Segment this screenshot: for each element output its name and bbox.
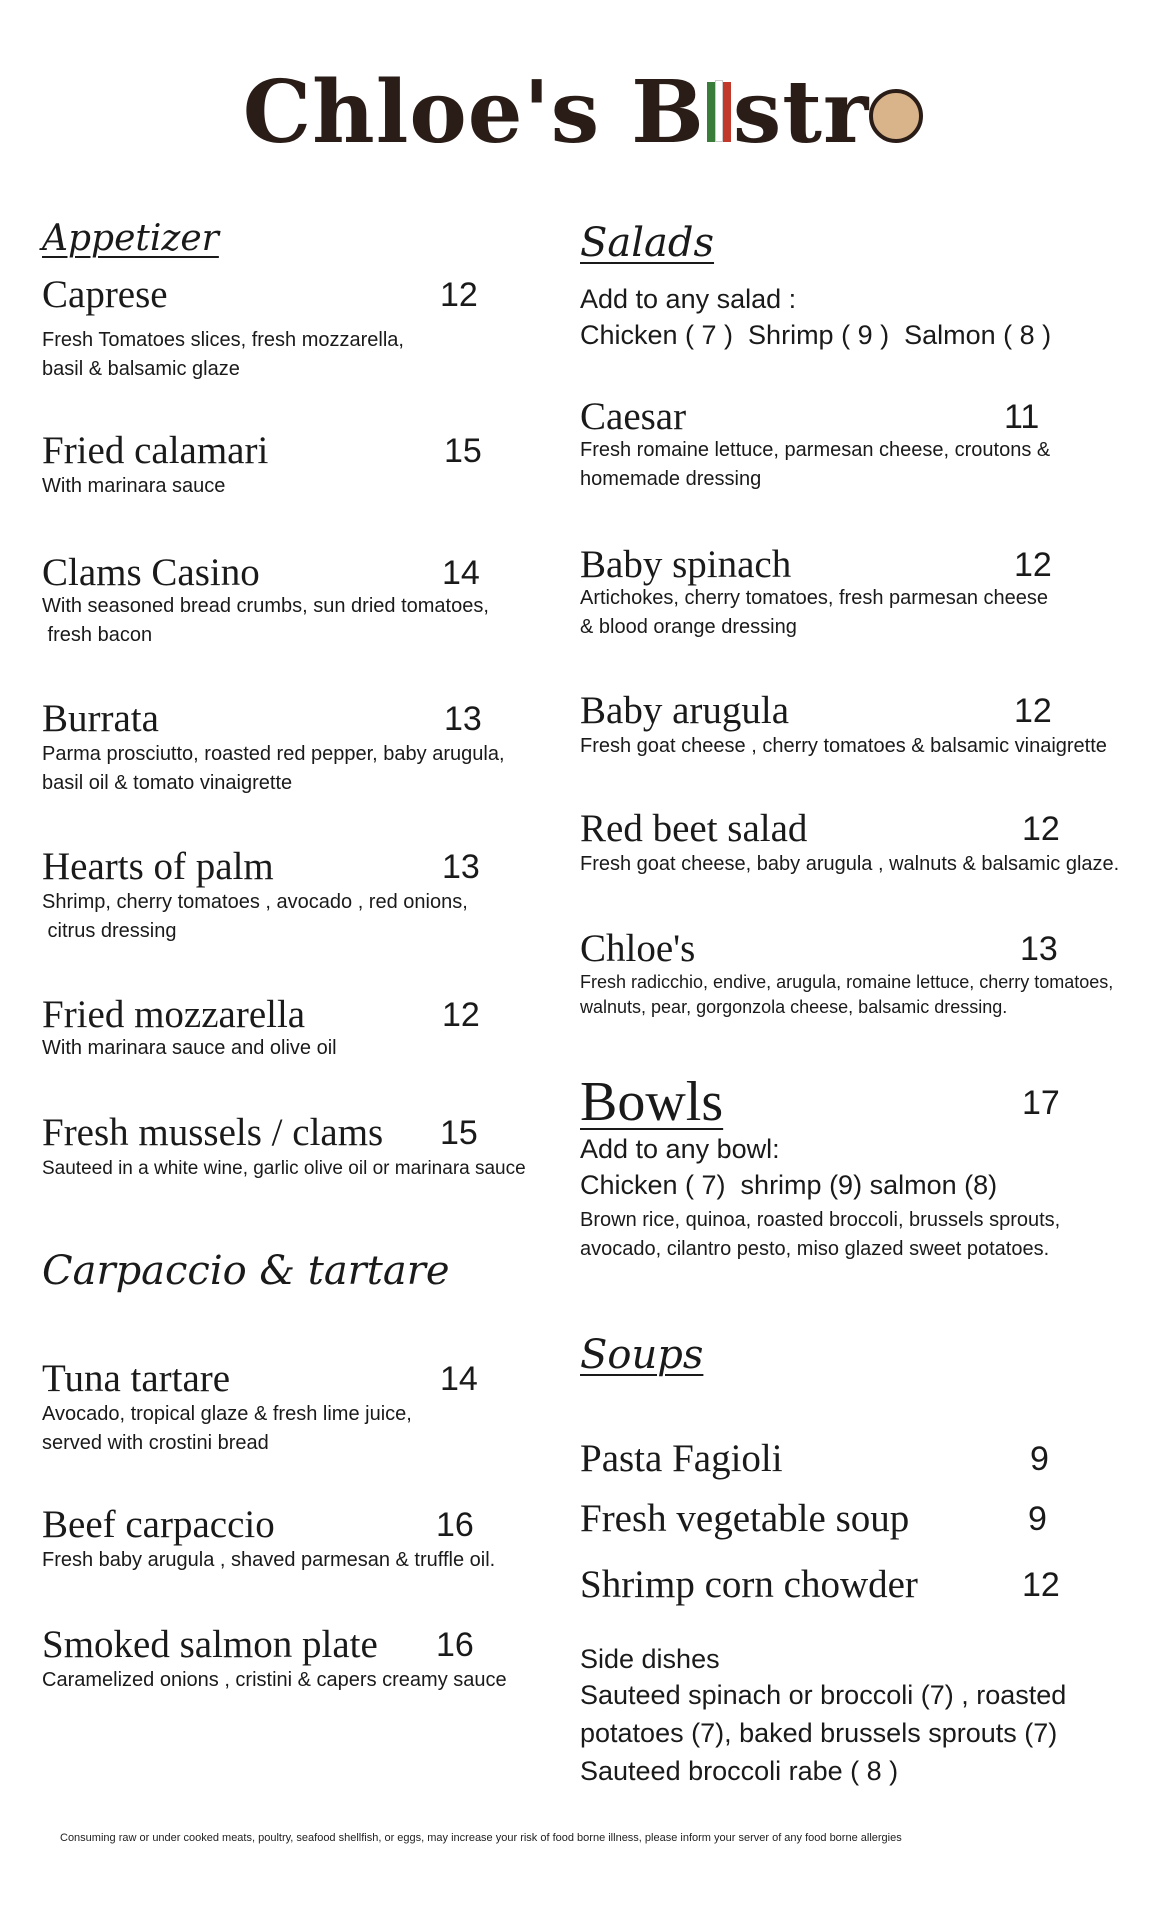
salad-addon-heading: Add to any salad : bbox=[580, 284, 797, 314]
item-name: Baby spinach bbox=[580, 543, 792, 586]
item-price: 14 bbox=[442, 554, 480, 592]
side-dishes-line: potatoes (7), baked brussels sprouts (7) bbox=[580, 1718, 1058, 1748]
item-price: 12 bbox=[1014, 692, 1052, 730]
item-description: Shrimp, cherry tomatoes , avocado , red onions, citrus dressing bbox=[42, 891, 468, 942]
item-price: 15 bbox=[440, 1114, 478, 1152]
fork-icon bbox=[705, 80, 733, 142]
pasta-bowl-icon bbox=[869, 89, 923, 143]
item-name: Clams Casino bbox=[42, 551, 260, 594]
item-price: 14 bbox=[440, 1360, 478, 1398]
item-description: Avocado, tropical glaze & fresh lime juice, served with crostini bread bbox=[42, 1403, 412, 1454]
item-name: Pasta Fagioli bbox=[580, 1437, 783, 1480]
salad-addon-options: Chicken ( 7 ) Shrimp ( 9 ) Salmon ( 8 ) bbox=[580, 320, 1052, 350]
item-name: Burrata bbox=[42, 697, 159, 740]
item-description: Artichokes, cherry tomatoes, fresh parmesan cheese & blood orange dressing bbox=[580, 587, 1048, 638]
item-description: With marinara sauce bbox=[42, 475, 226, 497]
item-price: 16 bbox=[436, 1506, 474, 1544]
item-description: Fresh romaine lettuce, parmesan cheese, croutons & homemade dressing bbox=[580, 439, 1051, 490]
item-price: 12 bbox=[1014, 546, 1052, 584]
item-description: Caramelized onions , cristini & capers creamy sauce bbox=[42, 1669, 507, 1691]
item-description: Fresh Tomatoes slices, fresh mozzarella, basil & balsamic glaze bbox=[42, 329, 404, 380]
item-name: Tuna tartare bbox=[42, 1357, 231, 1400]
item-price: 12 bbox=[440, 276, 478, 314]
item-price: 15 bbox=[444, 432, 482, 470]
item-name: Caesar bbox=[580, 395, 687, 438]
item-name: Red beet salad bbox=[580, 807, 808, 850]
item-name: Hearts of palm bbox=[42, 845, 274, 888]
item-description: Fresh goat cheese , cherry tomatoes & balsamic vinaigrette bbox=[580, 735, 1107, 757]
item-name: Chloe's bbox=[580, 927, 696, 970]
item-price: 16 bbox=[436, 1626, 474, 1664]
restaurant-logo bbox=[0, 62, 1166, 163]
item-description: Fresh baby arugula , shaved parmesan & truffle oil. bbox=[42, 1549, 496, 1571]
item-name: Baby arugula bbox=[580, 689, 790, 732]
item-name: Fried mozzarella bbox=[42, 993, 306, 1036]
bowls-description: Brown rice, quinoa, roasted broccoli, brussels sprouts, avocado, cilantro pesto, miso glazed sweet potatoes. bbox=[580, 1209, 1061, 1260]
item-name: Fresh mussels / clams bbox=[42, 1111, 384, 1154]
item-description: Parma prosciutto, roasted red pepper, baby arugula, basil oil & tomato vinaigrette bbox=[42, 743, 505, 794]
item-name: Caprese bbox=[42, 273, 168, 316]
item-price: 9 bbox=[1028, 1500, 1047, 1538]
logo-text-end: str bbox=[732, 62, 870, 163]
item-price: 12 bbox=[1022, 810, 1060, 848]
item-description: Fresh goat cheese, baby arugula , walnuts & balsamic glaze. bbox=[580, 853, 1120, 875]
soups-title: Soups bbox=[580, 1332, 704, 1378]
item-name: Shrimp corn chowder bbox=[580, 1563, 918, 1606]
item-price: 9 bbox=[1030, 1440, 1049, 1478]
item-description: With marinara sauce and olive oil bbox=[42, 1037, 337, 1059]
item-name: Smoked salmon plate bbox=[42, 1623, 378, 1666]
item-price: 12 bbox=[1022, 1566, 1060, 1604]
carpaccio-title: Carpaccio & tartare bbox=[42, 1248, 450, 1294]
salads-title: Salads bbox=[580, 220, 715, 266]
item-price: 11 bbox=[1004, 398, 1040, 436]
bowl-addon-options: Chicken ( 7) shrimp (9) salmon (8) bbox=[580, 1170, 998, 1200]
bowls-price: 17 bbox=[1022, 1084, 1060, 1122]
side-dishes-line: Sauteed broccoli rabe ( 8 ) bbox=[580, 1756, 899, 1786]
item-price: 13 bbox=[442, 848, 480, 886]
item-price: 13 bbox=[1020, 930, 1058, 968]
item-name: Fresh vegetable soup bbox=[580, 1497, 910, 1540]
bowls-title: Bowls bbox=[580, 1071, 724, 1133]
appetizer-title: Appetizer bbox=[42, 218, 219, 259]
side-dishes-title: Side dishes bbox=[580, 1644, 720, 1674]
logo-text-start: Chloe's B bbox=[242, 62, 705, 163]
item-price: 13 bbox=[444, 700, 482, 738]
food-safety-disclaimer: Consuming raw or under cooked meats, poultry, seafood shellfish, or eggs, may increase your risk of food borne illness, please inform your server of any food borne allergies bbox=[60, 1832, 902, 1844]
item-description: Fresh radicchio, endive, arugula, romaine lettuce, cherry tomatoes, walnuts, pear, gorgonzola cheese, balsamic dressing. bbox=[580, 972, 1114, 1017]
bowl-addon-heading: Add to any bowl: bbox=[580, 1134, 780, 1164]
side-dishes-line: Sauteed spinach or broccoli (7) , roasted bbox=[580, 1680, 1067, 1710]
item-description: Sauteed in a white wine, garlic olive oil or marinara sauce bbox=[42, 1158, 526, 1179]
item-price: 12 bbox=[442, 996, 480, 1034]
item-name: Fried calamari bbox=[42, 429, 269, 472]
item-name: Beef carpaccio bbox=[42, 1503, 275, 1546]
item-description: With seasoned bread crumbs, sun dried tomatoes, fresh bacon bbox=[42, 595, 489, 646]
